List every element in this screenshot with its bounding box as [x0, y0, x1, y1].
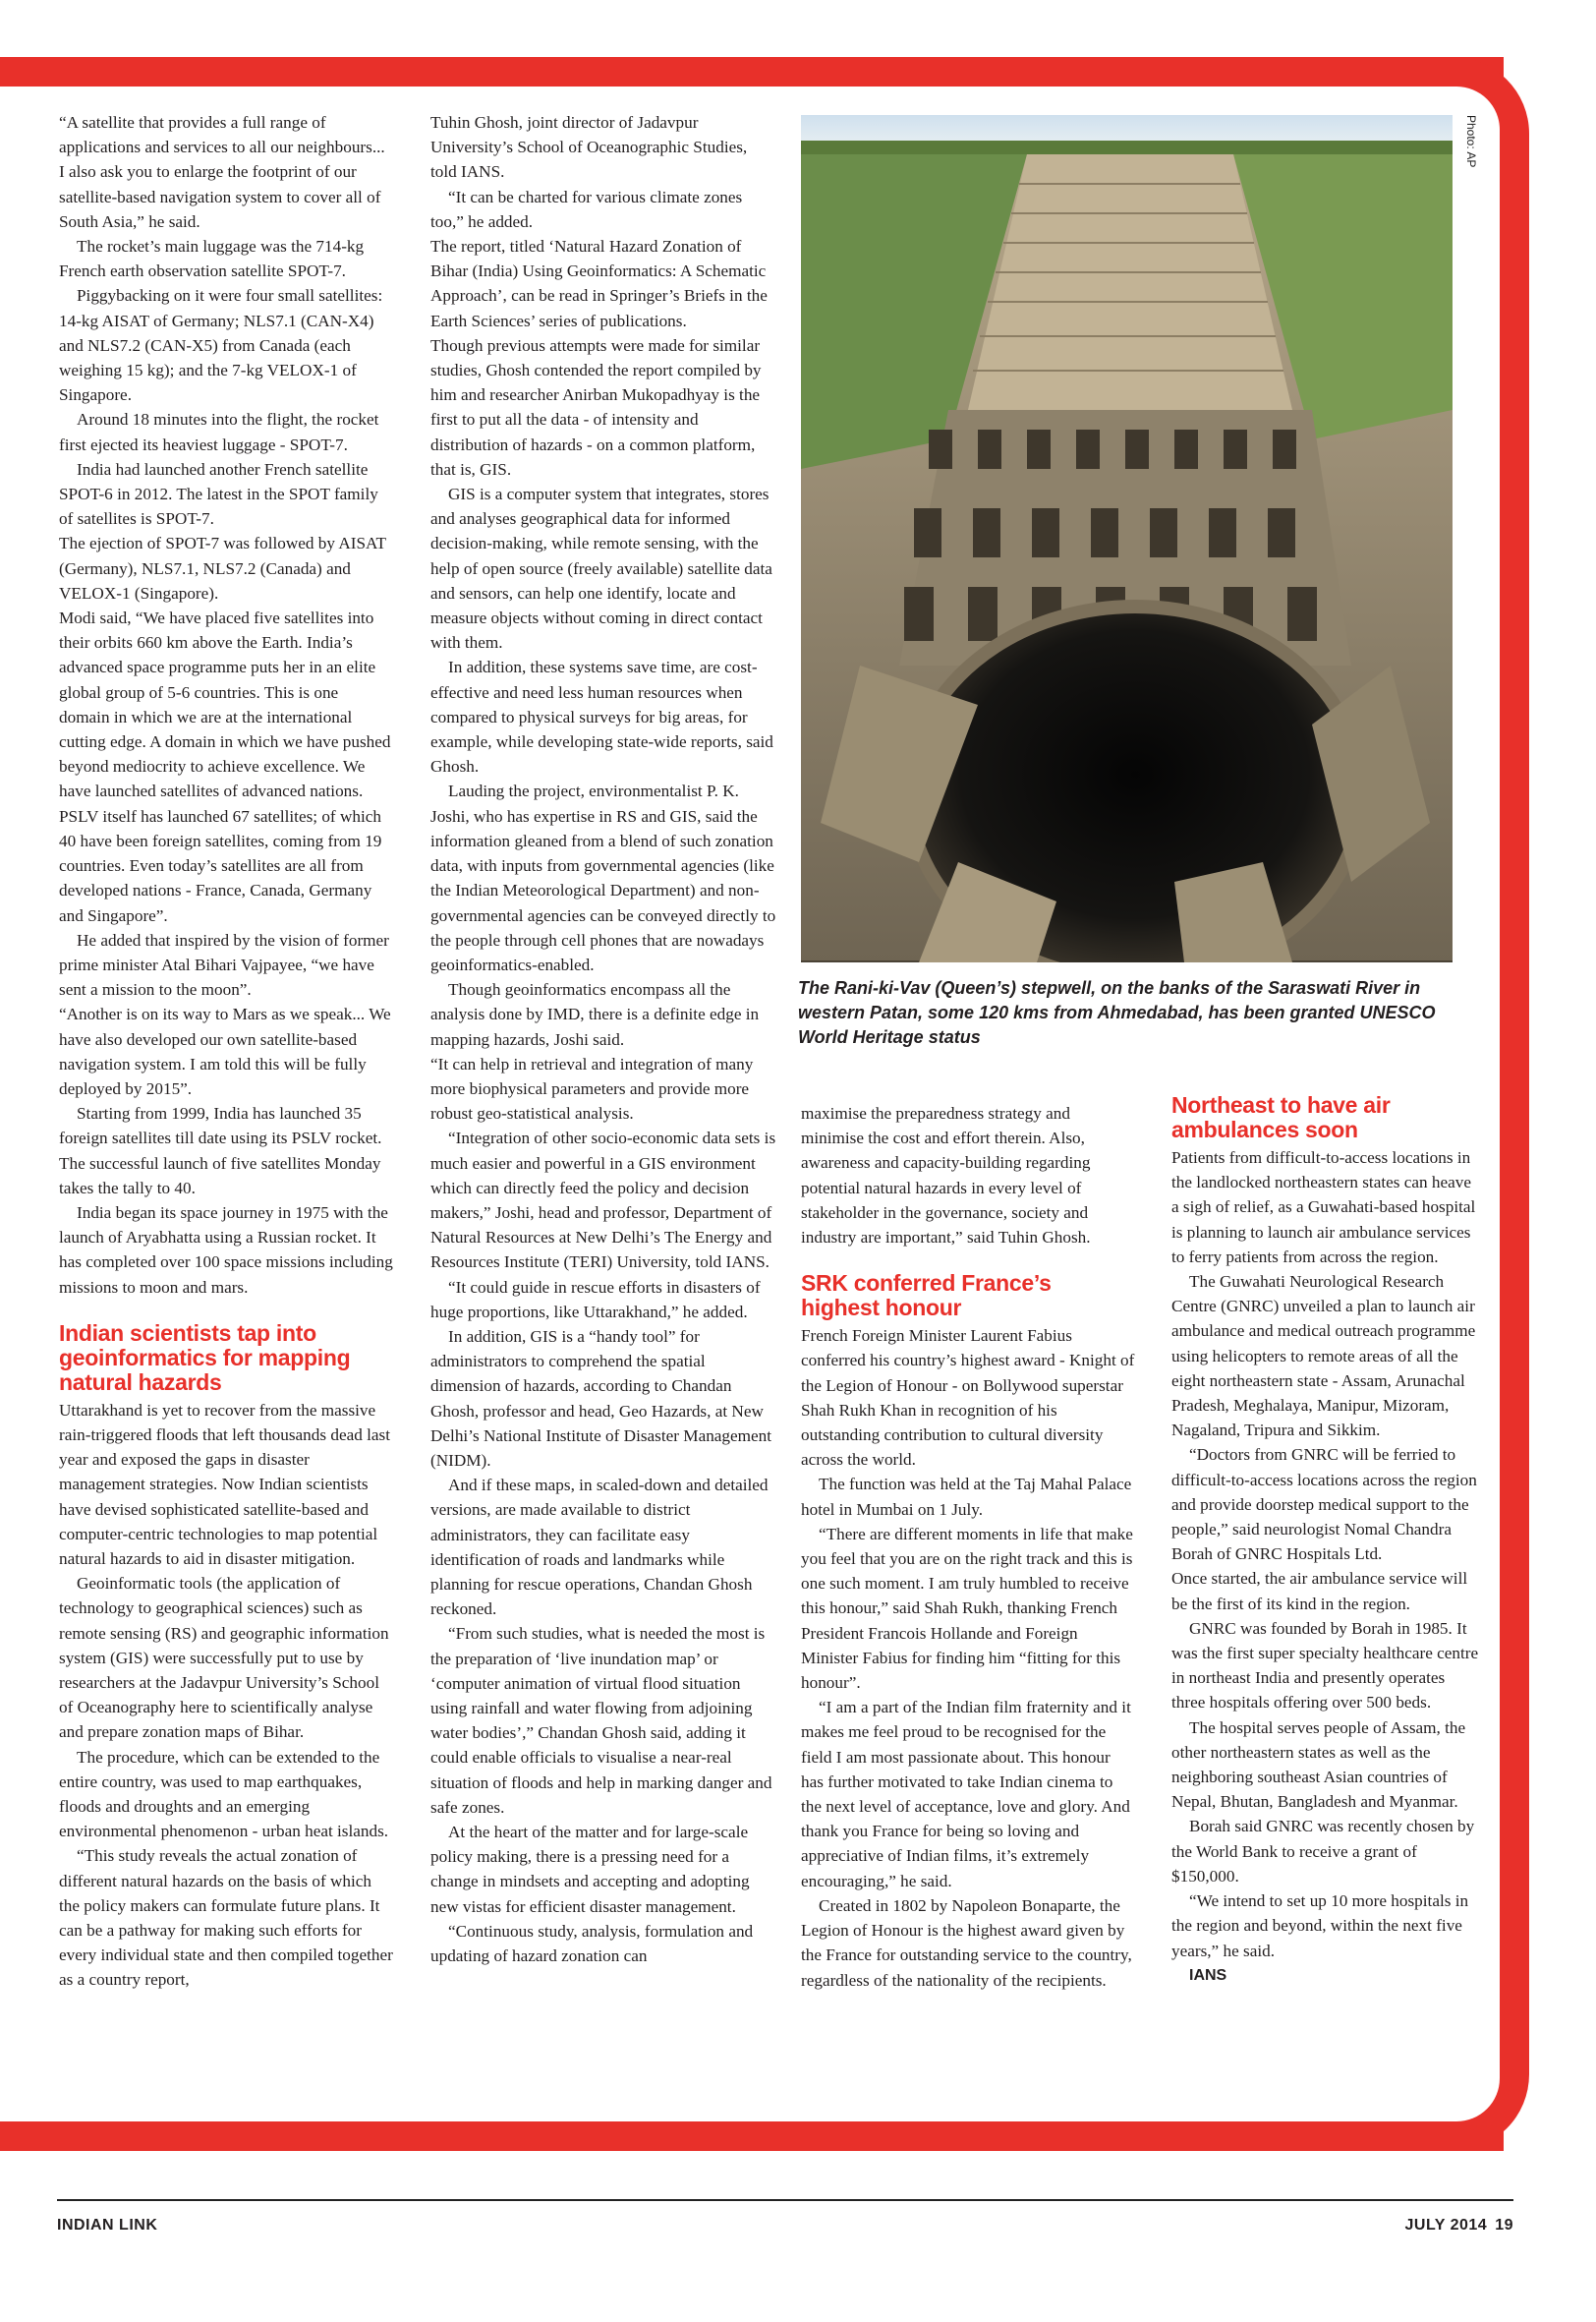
- paragraph: “This study reveals the actual zonation of different natural hazards on the basis of which the policy makers can formulate future plans. It can be a pathway for making such efforts for every individual state and then compiled together as a country report,: [59, 1846, 393, 1990]
- paragraph: India had launched another French satellite SPOT-6 in 2012. The latest in the SPOT family of satellites is SPOT-7.: [59, 459, 378, 529]
- stepwell-illustration: [801, 115, 1453, 962]
- paragraph: Though previous attempts were made for similar studies, Ghosh contended the report compiled by him and researcher Anirban Mukopadhyay is the first to put all the data - of intensity and distribution of hazards - on a common platform, that is, GIS.: [430, 335, 762, 479]
- paragraph: He added that inspired by the vision of former prime minister Atal Bihari Vajpayee, “we have sent a mission to the moon”.: [59, 930, 389, 1000]
- paragraph: Created in 1802 by Napoleon Bonaparte, the Legion of Honour is the highest award given by the France for outstanding service to the country, regardless of the nationality of the recipients.: [801, 1895, 1132, 1990]
- paragraph: The ejection of SPOT-7 was followed by AISAT (Germany), NLS7.1, NLS7.2 (Canada) and VELOX-1 (Singapore).: [59, 534, 386, 603]
- paragraph: The function was held at the Taj Mahal Palace hotel in Mumbai on 1 July.: [801, 1475, 1132, 1519]
- paragraph: The hospital serves people of Assam, the other northeastern states as well as the neighboring southeast Asian countries of Nepal, Bhutan, Bangladesh and Myanmar.: [1171, 1717, 1466, 1812]
- headline-geoinformatics: Indian scientists tap into geoinformatics for mapping natural hazards: [59, 1319, 351, 1395]
- paragraph: Uttarakhand is yet to recover from the massive rain-triggered floods that left thousands dead last year and exposed the gaps in disaster management strategies. Now Indian scientists have devised sophisticated satellite-based and computer-centric technologies to map potential natural hazards to aid in disaster mitigation.: [59, 1400, 390, 1568]
- paragraph: Around 18 minutes into the flight, the rocket first ejected its heaviest luggage - SPOT-7.: [59, 410, 379, 454]
- paragraph: “It can be charted for various climate zones too,” he added.: [430, 187, 743, 231]
- paragraph: “I am a part of the Indian film fraternity and it makes me feel proud to be recognised for the field I am most passionate about. This honour has further motivated to take Indian cinema to the next level of acceptance, love and glory. And thank you France for being so loving and appreciative of Indian films, it’s extremely encouraging,” he said.: [801, 1698, 1131, 1890]
- footer-issue: [1405, 2217, 1513, 2235]
- column-4: [1171, 1093, 1481, 1988]
- paragraph: “Another is on its way to Mars as we speak... We have also developed our own satellite-based navigation system. I am told this will be fully deployed by 2015”.: [59, 1005, 391, 1098]
- paragraph: GIS is a computer system that integrates, stores and analyses geographical data for informed decision-making, while remote sensing, with the help of open source (freely available) satellite data and sensors, can help one identify, locate and measure objects without coming in direct contact with them.: [430, 485, 772, 653]
- red-border-bottom: [0, 2121, 1504, 2151]
- byline: IANS: [1189, 1966, 1227, 1984]
- paragraph: Piggybacking on it were four small satellites: 14-kg AISAT of Germany; NLS7.1 (CAN-X4) and NLS7.2 (CAN-X5) from Canada (each weighing 15 kg); and the 7-kg VELOX-1 of Singapore.: [59, 286, 383, 405]
- paragraph: Lauding the project, environmentalist P. K. Joshi, who has expertise in RS and GIS, said the information gleaned from a blend of such zonation data, with inputs from governmental agencies (like the Indian Meteorological Department) and non-governmental agencies can be conveyed directly to the people through cell phones that are nowadays geoinformatics-enabled.: [430, 782, 776, 974]
- page-number: 19: [1495, 2217, 1513, 2234]
- headline-air-ambulance: Northeast to have air ambulances soon: [1171, 1092, 1391, 1142]
- publication-name: INDIAN LINK: [57, 2217, 158, 2234]
- paragraph: The report, titled ‘Natural Hazard Zonation of Bihar (India) Using Geoinformatics: A Schematic Approach’, can be read in Springer’s Briefs in the Earth Sciences’ series of publications.: [430, 237, 768, 330]
- paragraph: Geoinformatic tools (the application of technology to geographical sciences) such as remote sensing (RS) and geographic information system (GIS) were successfully put to use by researchers at the Jadavpur University’s School of Oceanography here to scientifically analyse and prepare zonation maps of Bihar.: [59, 1574, 389, 1742]
- paragraph: At the heart of the matter and for large-scale policy making, there is a pressing need for a change in mindsets and accepting and adopting new vistas for efficient disaster management.: [430, 1823, 750, 1916]
- paragraph: The rocket’s main luggage was the 714-kg French earth observation satellite SPOT-7.: [59, 237, 365, 281]
- paragraph: “Continuous study, analysis, formulation and updating of hazard zonation can: [430, 1921, 754, 1966]
- paragraph: French Foreign Minister Laurent Fabius conferred his country’s highest award - Knight of the Legion of Honour - on Bollywood superstar Shah Rukh Khan in recognition of his outstanding contribution to cultural diversity across the world.: [801, 1326, 1135, 1470]
- paragraph: Modi said, “We have placed five satellites into their orbits 660 km above the Earth. India’s advanced space programme puts her in an elite global group of 5-6 countries. This is one domain in which we are at the international cutting edge. A domain in which we have pushed beyond mediocrity to achieve excellence. We have launched satellites of advanced nations. PSLV itself has launched 67 satellites; of which 40 have been foreign satellites, coming from 19 countries. Even today’s satellites are all from developed nations - France, Canada, Germany and Singapore”.: [59, 609, 391, 925]
- paragraph: “We intend to set up 10 more hospitals in the region and beyond, within the next five years,” he said.: [1171, 1891, 1469, 1960]
- issue-date: JULY 2014: [1404, 2217, 1488, 2234]
- paragraph: “Integration of other socio-economic data sets is much easier and powerful in a GIS environment which can directly feed the policy and decision makers,” Joshi, head and professor, Department of Natural Resources at New Delhi’s The Energy and Resources Institute (TERI) University, told IANS.: [430, 1129, 776, 1272]
- paragraph: The Guwahati Neurological Research Centre (GNRC) unveiled a plan to launch air ambulance and medical outreach programme using helicopters to remote areas of all the eight northeastern state - Assam, Arunachal Pradesh, Meghalaya, Manipur, Mizoram, Nagaland, Tripura and Sikkim.: [1171, 1272, 1476, 1440]
- paragraph: GNRC was founded by Borah in 1985. It was the first super specialty healthcare centre in northeast India and presently operates three hospitals offering over 500 beds.: [1171, 1618, 1479, 1712]
- footer-rule: [57, 2199, 1513, 2201]
- paragraph: “It could guide in rescue efforts in disasters of huge proportions, like Uttarakhand,” he added.: [430, 1277, 761, 1321]
- paragraph: “There are different moments in life that make you feel that you are on the right track and this is one such moment. I am truly humbled to receive this honour,” said Shah Rukh, thanking French President Francois Hollande and Foreign Minister Fabius for finding him “fitting for this honour”.: [801, 1524, 1133, 1693]
- paragraph: Once started, the air ambulance service will be the first of its kind in the region.: [1171, 1569, 1468, 1613]
- paragraph: “Doctors from GNRC will be ferried to difficult-to-access locations across the region and provide doorstep medical support to the people,” said neurologist Nomal Chandra Borah of GNRC Hospitals Ltd.: [1171, 1445, 1477, 1564]
- paragraph: Tuhin Ghosh, joint director of Jadavpur University’s School of Oceanographic Studies, told IANS.: [430, 113, 748, 182]
- paragraph: Though geoinformatics encompass all the analysis done by IMD, there is a definite edge in mapping hazards, Joshi said.: [430, 980, 760, 1049]
- stepwell-photo: [801, 115, 1453, 962]
- paragraph: “From such studies, what is needed the most is the preparation of ‘live inundation map’ or ‘computer animation of virtual flood situation using rainfall and water flowing from adjoining water bodies’,” Chandan Ghosh said, adding it could enable officials to visualise a near-real situation of floods and help in marking danger and safe zones.: [430, 1624, 772, 1817]
- paragraph: Patients from difficult-to-access locations in the landlocked northeastern states can heave a sigh of relief, as a Guwahati-based hospital is planning to launch air ambulance services to ferry patients from across the region.: [1171, 1148, 1476, 1266]
- paragraph: India began its space journey in 1975 with the launch of Aryabhatta using a Russian rocket. It has completed over 100 space missions including missions to moon and mars.: [59, 1202, 393, 1297]
- paragraph: In addition, GIS is a “handy tool” for administrators to comprehend the spatial dimension of hazards, according to Chandan Ghosh, professor and head, Geo Hazards, at New Delhi’s National Institute of Disaster Management (NIDM).: [430, 1326, 772, 1470]
- column-1: [59, 110, 393, 1993]
- paragraph: In addition, these systems save time, are cost-effective and need less human resources when compared to physical surveys for big areas, for example, while developing state-wide reports, said Ghosh.: [430, 658, 773, 777]
- paragraph: “It can help in retrieval and integration of many more biophysical parameters and provide more robust geo-statistical analysis.: [430, 1054, 754, 1124]
- photo-caption: The Rani-ki-Vav (Queen’s) stepwell, on the banks of the Saraswati River in western Patan, some 120 kms from Ahmedabad, has been granted UNESCO World Heritage status: [798, 978, 1436, 1047]
- red-border-top: [0, 57, 1504, 87]
- paragraph: The procedure, which can be extended to the entire country, was used to map earthquakes, floods and droughts and an emerging environmental phenomenon - urban heat islands.: [59, 1747, 389, 1841]
- paragraph: Borah said GNRC was recently chosen by the World Bank to receive a grant of $150,000.: [1171, 1817, 1475, 1886]
- column-2: [430, 110, 776, 1968]
- paragraph: And if these maps, in scaled-down and detailed versions, are made available to district administrators, they can facilitate easy identification of roads and landmarks while planning for rescue operations, Chandan Ghosh reckoned.: [430, 1476, 769, 1619]
- paragraph: maximise the preparedness strategy and minimise the cost and effort therein. Also, awareness and capacity-building regarding potential natural hazards in every level of stakeholder in the governance, society and industry are important,” said Tuhin Ghosh.: [801, 1104, 1091, 1248]
- paragraph: “A satellite that provides a full range of applications and services to all our neighbours... I also ask you to enlarge the footprint of our satellite-based navigation system to cover all of South Asia,” he said.: [59, 113, 385, 231]
- photo-credit: Photo: AP: [1464, 115, 1478, 168]
- paragraph: Starting from 1999, India has launched 35 foreign satellites till date using its PSLV rocket. The successful launch of five satellites Monday takes the tally to 40.: [59, 1104, 382, 1197]
- headline-srk: SRK conferred France’s highest honour: [801, 1270, 1052, 1321]
- column-3: [801, 1101, 1135, 1993]
